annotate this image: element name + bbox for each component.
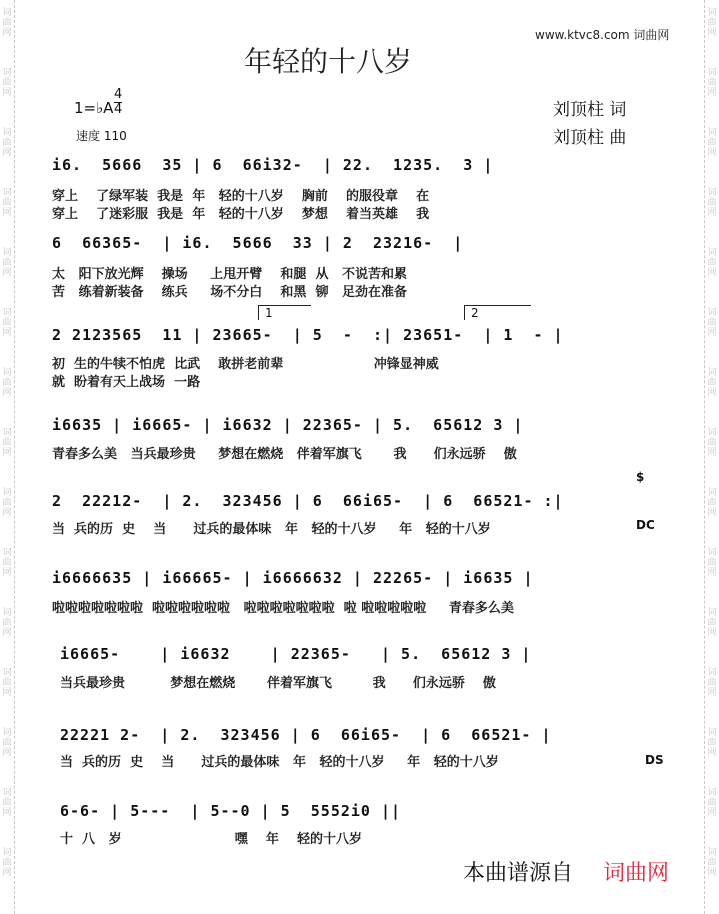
watermark-glyph: 词 [2, 68, 12, 78]
notation-line: i6635 | i6665- | i6632 | 22365- | 5. 65612 3 | [52, 416, 524, 434]
watermark-glyph: 词 [2, 788, 12, 798]
watermark-glyphs [706, 8, 718, 38]
watermark-glyph: 曲 [2, 558, 12, 568]
notation-line: 2 22212- | 2. 323456 | 6 66i65- | 6 66521- :| [52, 492, 564, 510]
watermark-glyph: 曲 [2, 738, 12, 748]
watermark-glyph: 网 [707, 688, 717, 698]
watermark-glyph: 曲 [707, 678, 717, 688]
watermark-glyph: 曲 [707, 438, 717, 448]
watermark-glyph: 曲 [707, 378, 717, 388]
watermark-glyphs [706, 368, 718, 398]
watermark-glyph: 网 [2, 268, 12, 278]
watermark-glyphs [1, 128, 13, 158]
time-signature-top: 4 [114, 87, 123, 102]
watermark-glyph: 网 [2, 28, 12, 38]
watermark-glyph: 词 [707, 488, 717, 498]
lyrics-verse-1: 太 阳下放光辉 操场 上甩开臂 和腿 从 不说苦和累 [52, 267, 408, 282]
watermark-glyph: 曲 [707, 798, 717, 808]
watermark-glyph: 网 [707, 868, 717, 878]
watermark-glyph: 网 [707, 148, 717, 158]
watermark-glyph: 网 [707, 508, 717, 518]
watermark-glyphs [706, 428, 718, 458]
lyrics-verse-1: 十 八 岁 嘿 年 轻的十八岁 [60, 832, 362, 847]
first-ending-bracket: 1 [258, 305, 311, 320]
watermark-glyphs [1, 428, 13, 458]
watermark-glyph: 网 [2, 388, 12, 398]
watermark-glyph: 网 [2, 688, 12, 698]
watermark-glyphs [1, 728, 13, 758]
lyrics-verse-2: 苦 练着新装备 练兵 场不分白 和黑 铆 足劲在准备 [52, 285, 408, 300]
lyrics-verse-1: 当兵最珍贵 梦想在燃烧 伴着军旗飞 我 们永远骄 傲 [60, 676, 496, 691]
watermark-glyph: 网 [2, 868, 12, 878]
watermark-glyph: 曲 [2, 798, 12, 808]
watermark-glyph: 网 [707, 268, 717, 278]
watermark-glyph: 曲 [2, 138, 12, 148]
watermark-glyph: 词 [707, 68, 717, 78]
watermark-glyph: 词 [707, 308, 717, 318]
watermark-glyph: 曲 [707, 138, 717, 148]
watermark-glyph: 词 [2, 128, 12, 138]
watermark-glyphs [1, 788, 13, 818]
watermark-glyph: 曲 [707, 78, 717, 88]
watermark-glyph: 网 [707, 568, 717, 578]
watermark-glyphs [1, 488, 13, 518]
watermark-glyphs [1, 368, 13, 398]
site-url[interactable]: www.ktvc8.com 词曲网 [535, 28, 670, 42]
watermark-glyphs [706, 728, 718, 758]
watermark-glyph: 网 [2, 328, 12, 338]
watermark-glyphs [1, 188, 13, 218]
watermark-glyphs [1, 308, 13, 338]
watermark-glyphs [1, 68, 13, 98]
notation-line: i6665- | i6632 | 22365- | 5. 65612 3 | [60, 645, 532, 663]
watermark-glyph: 网 [707, 808, 717, 818]
notation-line: i6666635 | i66665- | i6666632 | 22265- | i6635 | [52, 569, 534, 587]
segno-mark: $ [636, 470, 645, 484]
watermark-glyphs [706, 548, 718, 578]
watermark-glyph: 曲 [2, 858, 12, 868]
second-ending-bracket: 2 [464, 305, 531, 320]
watermark-glyph: 曲 [707, 738, 717, 748]
watermark-glyph: 曲 [707, 858, 717, 868]
watermark-glyph: 词 [2, 608, 12, 618]
watermark-glyphs [706, 848, 718, 878]
watermark-glyph: 词 [707, 608, 717, 618]
watermark-glyph: 网 [2, 448, 12, 458]
watermark-glyph: 曲 [707, 198, 717, 208]
watermark-glyphs [706, 608, 718, 638]
watermark-glyph: 网 [707, 448, 717, 458]
watermark-glyph: 网 [707, 628, 717, 638]
composer-credit: 刘顶柱 曲 [553, 128, 627, 148]
watermark-glyph: 曲 [2, 318, 12, 328]
lyrics-verse-1: 当 兵的历 史 当 过兵的最体味 年 轻的十八岁 年 轻的十八岁 [52, 522, 491, 537]
notation-line: 6 66365- | i6. 5666 33 | 2 23216- | [52, 234, 464, 252]
watermark-glyphs [706, 248, 718, 278]
watermark-glyph: 词 [2, 428, 12, 438]
lyrics-verse-1: 穿上 了绿军装 我是 年 轻的十八岁 胸前 的服役章 在 [52, 189, 430, 204]
footer-brand-link[interactable]: 词曲网 [603, 861, 670, 886]
lyricist-credit: 刘顶柱 词 [553, 100, 627, 120]
ds-mark: DS [645, 753, 664, 767]
time-signature-bottom: 4 [114, 102, 123, 117]
watermark-glyph: 网 [707, 328, 717, 338]
watermark-glyph: 曲 [2, 678, 12, 688]
watermark-glyph: 曲 [2, 498, 12, 508]
watermark-glyph: 词 [707, 428, 717, 438]
tempo-marking: 速度 110 [76, 129, 127, 143]
watermark-glyph: 词 [707, 188, 717, 198]
watermark-glyphs [1, 848, 13, 878]
notation-line: 22221 2- | 2. 323456 | 6 66i65- | 6 66521- | [60, 726, 552, 744]
notation-line: 6-6- | 5--- | 5--0 | 5 5552i0 || [60, 802, 402, 820]
watermark-glyph: 曲 [2, 78, 12, 88]
lyrics-verse-1: 当 兵的历 史 当 过兵的最体味 年 轻的十八岁 年 轻的十八岁 [60, 755, 499, 770]
watermark-glyph: 曲 [707, 558, 717, 568]
watermark-glyph: 词 [707, 668, 717, 678]
watermark-glyph: 词 [707, 368, 717, 378]
watermark-glyphs [706, 188, 718, 218]
watermark-glyph: 词 [707, 248, 717, 258]
watermark-glyph: 词 [707, 128, 717, 138]
footer-source-label: 本曲谱源自 [463, 861, 574, 886]
watermark-glyphs [1, 8, 13, 38]
watermark-glyphs [1, 608, 13, 638]
watermark-glyph: 曲 [2, 378, 12, 388]
watermark-glyph: 网 [707, 88, 717, 98]
key-signature: 1=♭A [74, 99, 114, 117]
watermark-glyph: 曲 [2, 438, 12, 448]
watermark-glyph: 词 [2, 668, 12, 678]
watermark-glyph: 词 [707, 848, 717, 858]
watermark-glyph: 曲 [707, 618, 717, 628]
watermark-glyph: 网 [2, 748, 12, 758]
watermark-glyph: 网 [2, 88, 12, 98]
page-title: 年轻的十八岁 [244, 45, 413, 78]
watermark-glyphs [706, 68, 718, 98]
watermark-glyph: 网 [707, 388, 717, 398]
watermark-glyph: 词 [707, 548, 717, 558]
watermark-glyph: 网 [707, 208, 717, 218]
lyrics-verse-2: 穿上 了迷彩服 我是 年 轻的十八岁 梦想 着当英雄 我 [52, 207, 430, 222]
watermark-glyph: 网 [2, 208, 12, 218]
watermark-glyph: 曲 [2, 618, 12, 628]
watermark-glyph: 词 [2, 308, 12, 318]
dc-mark: DC [636, 518, 655, 532]
watermark-glyphs [706, 128, 718, 158]
notation-line: 2 2123565 11 | 23665- | 5 - :| 23651- | 1 - | [52, 326, 564, 344]
watermark-glyphs [1, 548, 13, 578]
watermark-glyph: 词 [2, 488, 12, 498]
notation-line: i6. 5666 35 | 6 66i32- | 22. 1235. 3 | [52, 156, 494, 174]
watermark-glyph: 词 [2, 548, 12, 558]
watermark-glyph: 曲 [707, 498, 717, 508]
watermark-glyph: 曲 [707, 18, 717, 28]
watermark-glyphs [706, 788, 718, 818]
watermark-glyph: 曲 [2, 18, 12, 28]
watermark-glyph: 曲 [707, 258, 717, 268]
watermark-glyph: 词 [707, 8, 717, 18]
watermark-glyph: 词 [2, 848, 12, 858]
watermark-glyph: 词 [2, 8, 12, 18]
watermark-glyph: 词 [2, 248, 12, 258]
watermark-glyphs [1, 668, 13, 698]
watermark-glyph: 词 [707, 788, 717, 798]
watermark-glyph: 曲 [707, 318, 717, 328]
time-signature [114, 88, 122, 117]
watermark-glyph: 词 [2, 368, 12, 378]
watermark-glyph: 网 [2, 568, 12, 578]
watermark-glyph: 词 [707, 728, 717, 738]
watermark-glyph: 网 [2, 808, 12, 818]
watermark-glyph: 曲 [2, 198, 12, 208]
watermark-glyph: 曲 [2, 258, 12, 268]
watermark-glyphs [1, 248, 13, 278]
watermark-glyph: 词 [2, 728, 12, 738]
watermark-glyphs [706, 308, 718, 338]
lyrics-verse-1: 啦啦啦啦啦啦啦 啦啦啦啦啦啦 啦啦啦啦啦啦啦 啦 啦啦啦啦啦 青春多么美 [52, 601, 514, 616]
watermark-glyph: 网 [2, 148, 12, 158]
watermark-glyphs [706, 668, 718, 698]
watermark-glyph: 网 [2, 628, 12, 638]
lyrics-verse-1: 青春多么美 当兵最珍贵 梦想在燃烧 伴着军旗飞 我 们永远骄 傲 [52, 447, 517, 462]
watermark-glyph: 网 [707, 28, 717, 38]
watermark-glyphs [706, 488, 718, 518]
watermark-glyph: 网 [2, 508, 12, 518]
watermark-glyph: 词 [2, 188, 12, 198]
lyrics-verse-1: 初 生的牛犊不怕虎 比武 敢拼老前辈 冲锋显神威 [52, 357, 439, 372]
lyrics-verse-2: 就 盼着有天上战场 一路 [52, 375, 201, 390]
watermark-glyph: 网 [707, 748, 717, 758]
